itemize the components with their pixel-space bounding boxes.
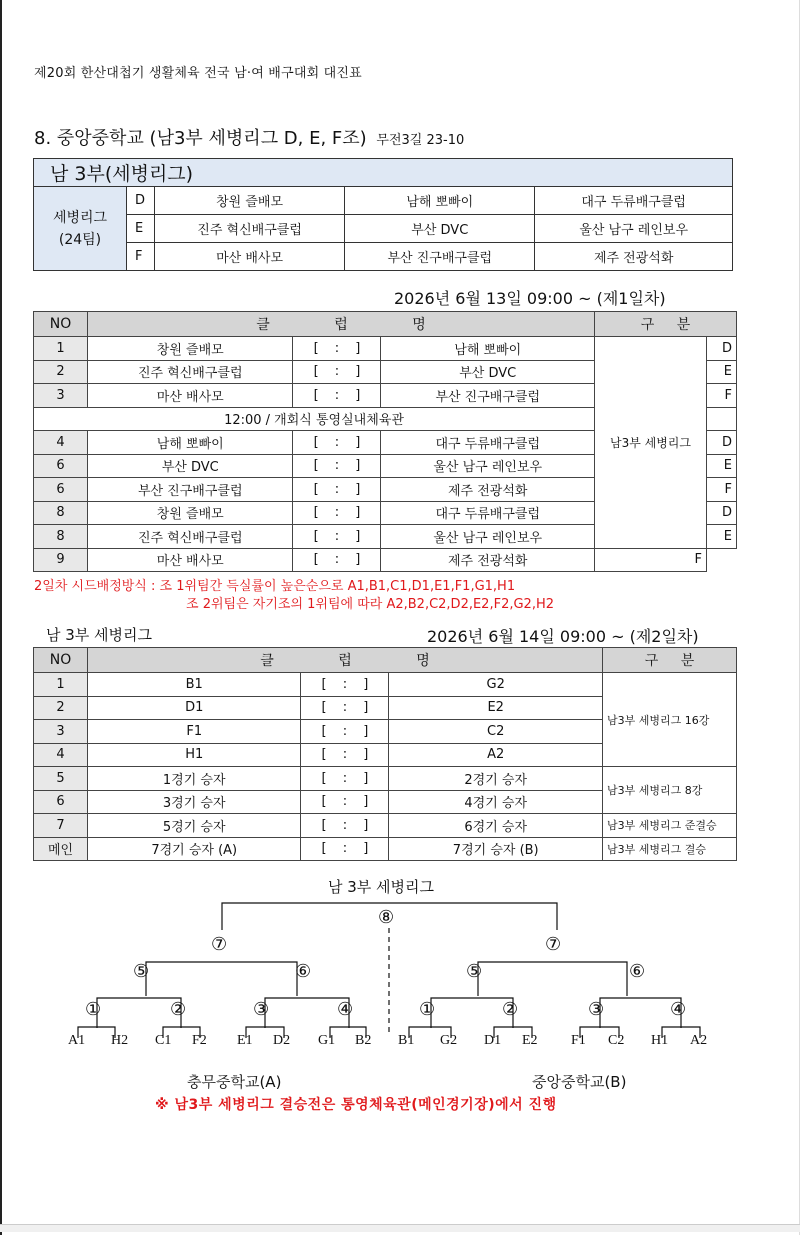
header-club: 클 럽 명 [88, 312, 595, 337]
away-team: 6경기 승자 [389, 814, 603, 838]
team-count: (24팀) [58, 231, 102, 248]
home-team: B1 [88, 673, 301, 697]
away-team: C2 [389, 720, 603, 744]
away-team: 2경기 승자 [389, 767, 603, 791]
match-no: 4 [34, 743, 88, 767]
left-quarter-mark: ⑥ [295, 961, 312, 982]
left-quarter-mark: ⑤ [133, 961, 150, 982]
match-no: 8 [34, 501, 88, 525]
left-r16-mark: ② [170, 999, 187, 1020]
score-box: [ : ] [301, 743, 389, 767]
seed-label: G2 [440, 1033, 458, 1048]
group-team: 남해 뽀빠이 [345, 187, 535, 215]
bracket-line [600, 998, 681, 1028]
home-team: H1 [88, 743, 301, 767]
away-team: 제주 전광석화 [381, 548, 595, 572]
venue-name: 8. 중앙중학교 (남3부 세병리그 D, E, F조) [34, 128, 367, 149]
home-team: 창원 즐배모 [88, 501, 293, 525]
match-no: 6 [34, 478, 88, 502]
group-team: 제주 전광석화 [535, 243, 733, 271]
home-team: 마산 배사모 [88, 384, 293, 408]
match-no: 8 [34, 525, 88, 549]
group-team: 창원 즐배모 [155, 187, 345, 215]
group-team: 대구 두류배구클럽 [535, 187, 733, 215]
seed-label: C2 [608, 1033, 625, 1048]
score-box: [ : ] [293, 525, 381, 549]
document-title: 제20회 한산대첩기 생활체육 전국 남·여 배구대회 대진표 [34, 66, 362, 81]
match-no: 3 [34, 720, 88, 744]
away-team: 남해 뽀빠이 [381, 337, 595, 361]
match-no: 2 [34, 696, 88, 720]
score-box: [ : ] [293, 384, 381, 408]
home-team: 5경기 승자 [88, 814, 301, 838]
match-no: 2 [34, 360, 88, 384]
group-letter: E [127, 215, 155, 243]
seed-label: H2 [111, 1033, 129, 1048]
score-box: [ : ] [293, 548, 381, 572]
score-box: [ : ] [301, 837, 389, 861]
away-team: 제주 전광석화 [381, 478, 595, 502]
left-r16-mark: ④ [337, 999, 354, 1020]
school-a-label: 충무중학교(A) [187, 1073, 282, 1091]
home-team: 마산 배사모 [88, 548, 293, 572]
score-box: [ : ] [301, 790, 389, 814]
group-letter: D [707, 431, 737, 455]
right-r16-mark: ③ [588, 999, 605, 1020]
right-r16-mark: ④ [670, 999, 687, 1020]
match-no: 1 [34, 337, 88, 361]
seed-label: E1 [237, 1033, 253, 1048]
home-team: 남해 뽀빠이 [88, 431, 293, 455]
home-team: 7경기 승자 (A) [88, 837, 301, 861]
score-box: [ : ] [301, 720, 389, 744]
seed-label: A1 [68, 1033, 86, 1048]
bracket-line [97, 998, 181, 1028]
group-team: 진주 혁신배구클럽 [155, 215, 345, 243]
group-letter: F [595, 548, 707, 572]
group-team: 울산 남구 레인보우 [535, 215, 733, 243]
group-team: 부산 DVC [345, 215, 535, 243]
seed-label: F1 [571, 1033, 586, 1048]
group-letter: E [707, 454, 737, 478]
score-box: [ : ] [301, 673, 389, 697]
group-letter: E [707, 360, 737, 384]
group-team: 부산 진구배구클럽 [345, 243, 535, 271]
bracket-title: 남 3부 세병리그 [328, 878, 435, 896]
bracket-line [478, 962, 627, 996]
match-no: 1 [34, 673, 88, 697]
seed-label: D1 [484, 1033, 502, 1048]
score-box: [ : ] [293, 431, 381, 455]
final-match-mark: ⑧ [378, 907, 395, 928]
right-quarter-mark: ⑥ [629, 961, 646, 982]
group-letter: D [127, 187, 155, 215]
group-letter: F [707, 384, 737, 408]
away-team: E2 [389, 696, 603, 720]
left-semi-mark: ⑦ [211, 934, 228, 955]
seed-label: C1 [155, 1033, 172, 1048]
header-no: NO [34, 648, 88, 673]
group-letter: D [707, 337, 737, 361]
away-team: A2 [389, 743, 603, 767]
away-team: 7경기 승자 (B) [389, 837, 603, 861]
seed-label: G1 [318, 1033, 336, 1048]
header-no: NO [34, 312, 88, 337]
group-team: 마산 배사모 [155, 243, 345, 271]
day2-date: 2026년 6월 14일 09:00 ~ (제2일차) [427, 627, 699, 646]
away-team: 대구 두류배구클럽 [381, 501, 595, 525]
seed-label: E2 [522, 1033, 538, 1048]
home-team: 진주 혁신배구클럽 [88, 525, 293, 549]
away-team: 부산 진구배구클럽 [381, 384, 595, 408]
left-r16-mark: ① [85, 999, 102, 1020]
right-quarter-mark: ⑤ [466, 961, 483, 982]
seed-label: B1 [398, 1033, 415, 1048]
match-no: 6 [34, 454, 88, 478]
category-cell: 남3부 세병리그 [595, 337, 707, 549]
away-team: 울산 남구 레인보우 [381, 525, 595, 549]
seed-label: B2 [355, 1033, 372, 1048]
category-cell: 남3부 세병리그 준결승 [603, 814, 737, 838]
category-cell: 남3부 세병리그 16강 [603, 673, 737, 767]
home-team: D1 [88, 696, 301, 720]
header-category: 구 분 [595, 312, 737, 337]
match-no: 4 [34, 431, 88, 455]
venue-address: 무전3길 23-10 [376, 133, 465, 148]
header-category: 구 분 [603, 648, 737, 673]
home-team: 3경기 승자 [88, 790, 301, 814]
league-label: 세병리그 [52, 209, 108, 226]
bracket-line [146, 962, 297, 996]
away-team: 4경기 승자 [389, 790, 603, 814]
home-team: 부산 진구배구클럽 [88, 478, 293, 502]
away-team: 부산 DVC [381, 360, 595, 384]
score-box: [ : ] [301, 767, 389, 791]
category-cell: 남3부 세병리그 8강 [603, 767, 737, 814]
match-no: 7 [34, 814, 88, 838]
seeding-rule-line2: 조 2위팀은 자기조의 1위팀에 따라 A2,B2,C2,D2,E2,F2,G2,H2 [186, 597, 554, 612]
ceremony-note: 12:00 / 개회식 통영실내체육관 [34, 407, 595, 431]
score-box: [ : ] [301, 696, 389, 720]
score-box: [ : ] [293, 337, 381, 361]
right-r16-mark: ① [419, 999, 436, 1020]
match-no: 9 [34, 548, 88, 572]
seed-label: D2 [273, 1033, 291, 1048]
home-team: 창원 즐배모 [88, 337, 293, 361]
left-r16-mark: ③ [253, 999, 270, 1020]
score-box: [ : ] [293, 360, 381, 384]
seed-label: H1 [651, 1033, 669, 1048]
score-box: [ : ] [301, 814, 389, 838]
seed-label: F2 [192, 1033, 207, 1048]
away-team: 울산 남구 레인보우 [381, 454, 595, 478]
score-box: [ : ] [293, 501, 381, 525]
bracket-line [431, 998, 513, 1028]
seeding-rule-line1: 2일차 시드배정방식 : 조 1위팀간 득실률이 높은순으로 A1,B1,C1,D1,E1,F1,G1,H1 [34, 579, 516, 594]
header-club: 클 럽 명 [88, 648, 603, 673]
score-box: [ : ] [293, 478, 381, 502]
seed-label: A2 [690, 1033, 708, 1048]
right-semi-mark: ⑦ [545, 934, 562, 955]
home-team: 진주 혁신배구클럽 [88, 360, 293, 384]
match-no: 5 [34, 767, 88, 791]
home-team: F1 [88, 720, 301, 744]
away-team: 대구 두류배구클럽 [381, 431, 595, 455]
day2-subtitle: 남 3부 세병리그 [46, 626, 153, 644]
group-letter: E [707, 525, 737, 549]
final-venue-note: ※ 남3부 세병리그 결승전은 통영체육관(메인경기장)에서 진행 [155, 1097, 557, 1113]
match-no: 6 [34, 790, 88, 814]
away-team: G2 [389, 673, 603, 697]
group-letter: F [127, 243, 155, 271]
match-no: 3 [34, 384, 88, 408]
day1-date: 2026년 6월 13일 09:00 ~ (제1일차) [394, 289, 666, 308]
group-letter: F [707, 478, 737, 502]
group-table-header: 남 3부(세병리그) [34, 159, 733, 187]
home-team: 부산 DVC [88, 454, 293, 478]
school-b-label: 중앙중학교(B) [532, 1073, 627, 1091]
home-team: 1경기 승자 [88, 767, 301, 791]
category-cell: 남3부 세병리그 결승 [603, 837, 737, 861]
score-box: [ : ] [293, 454, 381, 478]
match-no: 메인 [34, 837, 88, 861]
group-letter: D [707, 501, 737, 525]
right-r16-mark: ② [502, 999, 519, 1020]
